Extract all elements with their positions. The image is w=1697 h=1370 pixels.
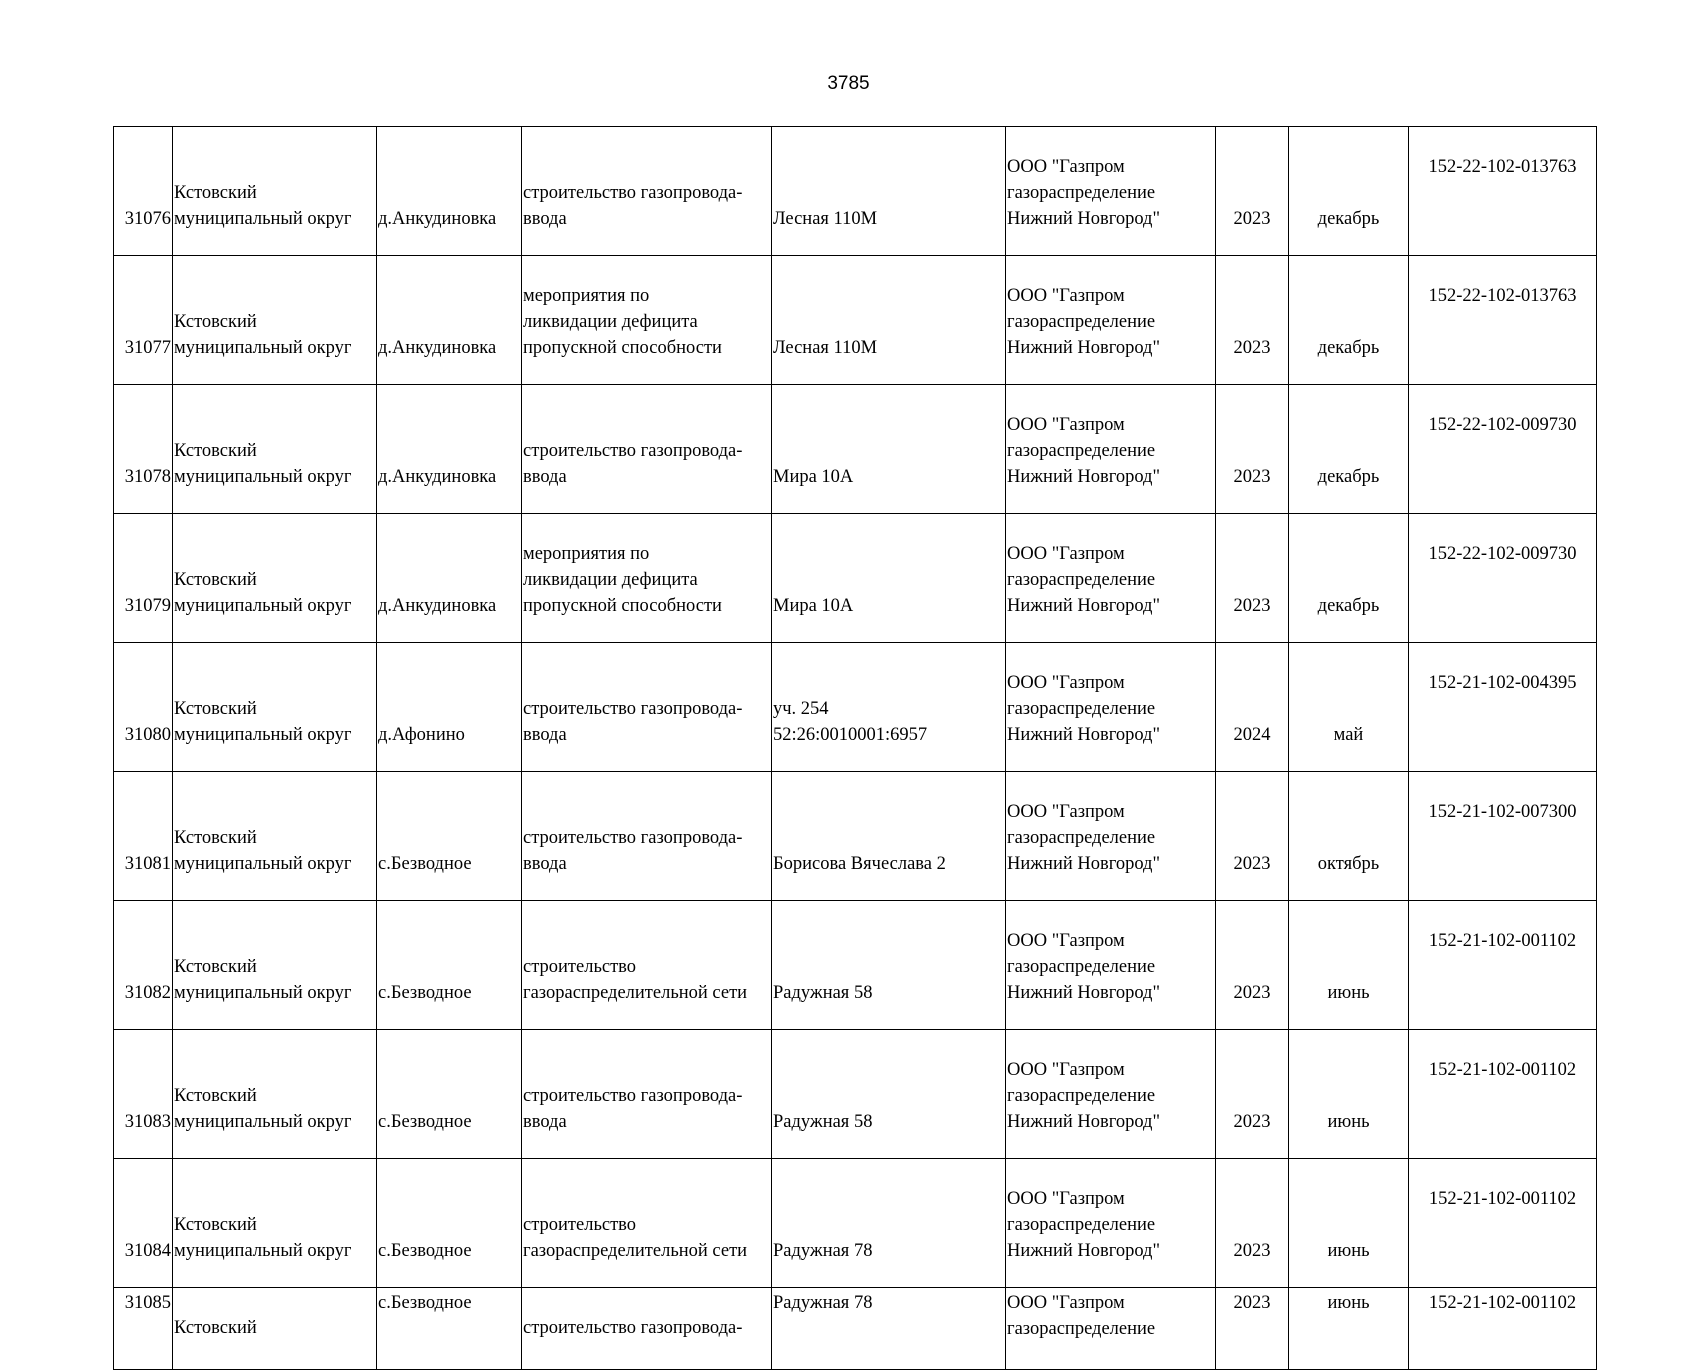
organization-cell: ООО "Газпром газораспределение Нижний Новгород" — [1006, 385, 1216, 514]
organization-cell: ООО "Газпром газораспределение — [1006, 1288, 1216, 1370]
code-cell: 152-22-102-009730 — [1409, 514, 1597, 643]
table-row — [114, 127, 1597, 256]
district-cell: Кстовский муниципальный округ — [173, 385, 377, 514]
locality-cell: д.Анкудиновка — [377, 385, 522, 514]
code-cell: 152-21-102-004395 — [1409, 643, 1597, 772]
code-cell: 152-22-102-013763 — [1409, 127, 1597, 256]
district-cell: Кстовский — [173, 1288, 377, 1370]
address-cell: Радужная 58 — [772, 1030, 1006, 1159]
code-cell: 152-21-102-001102 — [1409, 1159, 1597, 1288]
address-cell: Лесная 110М — [772, 127, 1006, 256]
month-cell: июнь — [1289, 1159, 1409, 1288]
work-type-cell: строительство газопровода- ввода — [522, 643, 772, 772]
year-cell: 2023 — [1216, 1030, 1289, 1159]
table-row — [114, 256, 1597, 385]
row-number: 31077 — [114, 256, 173, 385]
address-cell: Радужная 78 — [772, 1288, 1006, 1370]
code-cell: 152-22-102-013763 — [1409, 256, 1597, 385]
district-cell: Кстовский муниципальный округ — [173, 1159, 377, 1288]
work-type-cell: строительство газопровода- ввода — [522, 1030, 772, 1159]
address-cell: уч. 254 52:26:0010001:6957 — [772, 643, 1006, 772]
month-cell: декабрь — [1289, 256, 1409, 385]
work-type-cell: строительство газопровода- — [522, 1288, 772, 1370]
locality-cell: д.Анкудиновка — [377, 127, 522, 256]
month-cell: май — [1289, 643, 1409, 772]
year-cell: 2023 — [1216, 901, 1289, 1030]
organization-cell: ООО "Газпром газораспределение Нижний Новгород" — [1006, 514, 1216, 643]
row-number: 31079 — [114, 514, 173, 643]
registry-table-body — [114, 127, 1597, 1370]
month-cell: декабрь — [1289, 385, 1409, 514]
month-cell: декабрь — [1289, 514, 1409, 643]
table-row — [114, 1159, 1597, 1288]
code-cell: 152-21-102-001102 — [1409, 1030, 1597, 1159]
table-row — [114, 1288, 1597, 1370]
organization-cell: ООО "Газпром газораспределение Нижний Новгород" — [1006, 127, 1216, 256]
table-row — [114, 385, 1597, 514]
locality-cell: д.Анкудиновка — [377, 256, 522, 385]
locality-cell: с.Безводное — [377, 1159, 522, 1288]
work-type-cell: строительство газораспределительной сети — [522, 901, 772, 1030]
locality-cell: с.Безводное — [377, 772, 522, 901]
address-cell: Мира 10А — [772, 385, 1006, 514]
row-number: 31084 — [114, 1159, 173, 1288]
year-cell: 2023 — [1216, 1288, 1289, 1370]
month-cell: июнь — [1289, 1288, 1409, 1370]
row-number: 31080 — [114, 643, 173, 772]
code-cell: 152-21-102-007300 — [1409, 772, 1597, 901]
organization-cell: ООО "Газпром газораспределение Нижний Новгород" — [1006, 901, 1216, 1030]
row-number: 31085 — [114, 1288, 173, 1370]
locality-cell: с.Безводное — [377, 901, 522, 1030]
organization-cell: ООО "Газпром газораспределение Нижний Новгород" — [1006, 1159, 1216, 1288]
locality-cell: д.Анкудиновка — [377, 514, 522, 643]
work-type-cell: строительство газопровода- ввода — [522, 127, 772, 256]
organization-cell: ООО "Газпром газораспределение Нижний Новгород" — [1006, 1030, 1216, 1159]
code-cell: 152-21-102-001102 — [1409, 1288, 1597, 1370]
district-cell: Кстовский муниципальный округ — [173, 127, 377, 256]
organization-cell: ООО "Газпром газораспределение Нижний Новгород" — [1006, 256, 1216, 385]
locality-cell: д.Афонино — [377, 643, 522, 772]
table-row — [114, 901, 1597, 1030]
address-cell: Мира 10А — [772, 514, 1006, 643]
table-row — [114, 1030, 1597, 1159]
address-cell: Радужная 78 — [772, 1159, 1006, 1288]
year-cell: 2023 — [1216, 514, 1289, 643]
address-cell: Радужная 58 — [772, 901, 1006, 1030]
district-cell: Кстовский муниципальный округ — [173, 772, 377, 901]
row-number: 31082 — [114, 901, 173, 1030]
month-cell: июнь — [1289, 901, 1409, 1030]
row-number: 31078 — [114, 385, 173, 514]
code-cell: 152-22-102-009730 — [1409, 385, 1597, 514]
address-cell: Борисова Вячеслава 2 — [772, 772, 1006, 901]
year-cell: 2024 — [1216, 643, 1289, 772]
district-cell: Кстовский муниципальный округ — [173, 256, 377, 385]
locality-cell: с.Безводное — [377, 1288, 522, 1370]
organization-cell: ООО "Газпром газораспределение Нижний Новгород" — [1006, 643, 1216, 772]
year-cell: 2023 — [1216, 127, 1289, 256]
address-cell: Лесная 110М — [772, 256, 1006, 385]
district-cell: Кстовский муниципальный округ — [173, 901, 377, 1030]
work-type-cell: мероприятия по ликвидации дефицита пропускной способности — [522, 256, 772, 385]
district-cell: Кстовский муниципальный округ — [173, 643, 377, 772]
district-cell: Кстовский муниципальный округ — [173, 1030, 377, 1159]
table-row — [114, 643, 1597, 772]
code-cell: 152-21-102-001102 — [1409, 901, 1597, 1030]
registry-table — [113, 126, 1597, 1370]
locality-cell: с.Безводное — [377, 1030, 522, 1159]
work-type-cell: мероприятия по ликвидации дефицита пропускной способности — [522, 514, 772, 643]
month-cell: октябрь — [1289, 772, 1409, 901]
row-number: 31083 — [114, 1030, 173, 1159]
table-row — [114, 772, 1597, 901]
year-cell: 2023 — [1216, 772, 1289, 901]
month-cell: декабрь — [1289, 127, 1409, 256]
year-cell: 2023 — [1216, 256, 1289, 385]
work-type-cell: строительство газопровода- ввода — [522, 385, 772, 514]
work-type-cell: строительство газораспределительной сети — [522, 1159, 772, 1288]
district-cell: Кстовский муниципальный округ — [173, 514, 377, 643]
work-type-cell: строительство газопровода- ввода — [522, 772, 772, 901]
year-cell: 2023 — [1216, 1159, 1289, 1288]
year-cell: 2023 — [1216, 385, 1289, 514]
table-row — [114, 514, 1597, 643]
row-number: 31081 — [114, 772, 173, 901]
organization-cell: ООО "Газпром газораспределение Нижний Новгород" — [1006, 772, 1216, 901]
month-cell: июнь — [1289, 1030, 1409, 1159]
row-number: 31076 — [114, 127, 173, 256]
page-number: 3785 — [827, 73, 870, 94]
